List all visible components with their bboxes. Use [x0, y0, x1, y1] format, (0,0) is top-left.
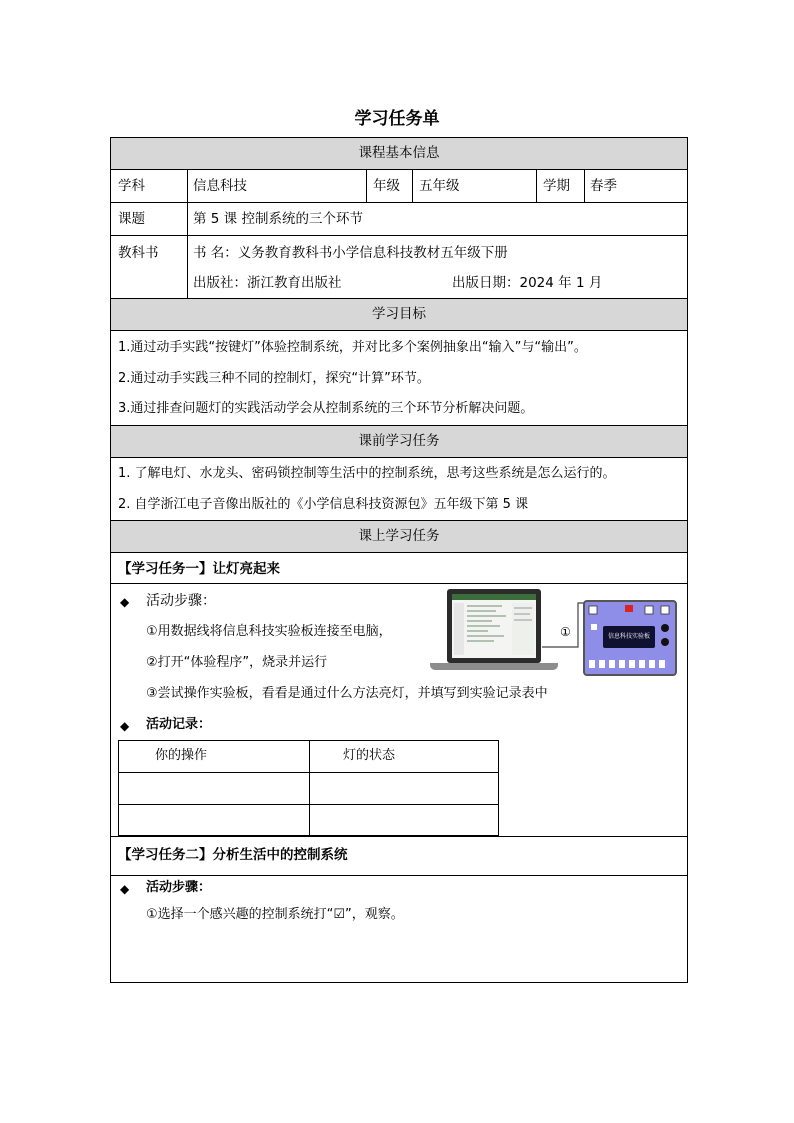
- bullet-icon: ◆: [120, 882, 130, 896]
- divider: [110, 457, 688, 458]
- record-header-operation: 你的操作: [155, 748, 208, 763]
- divider: [110, 875, 688, 876]
- board-label: 信息科技实验板: [607, 633, 650, 640]
- document-title: 学习任务单: [354, 109, 440, 129]
- divider: [110, 330, 688, 331]
- task1-step: ③尝试操作实验板，看看是通过什么方法亮灯，并填写到实验记录表中: [146, 686, 548, 701]
- divider: [584, 169, 585, 202]
- grade-value: 五年级: [419, 178, 460, 194]
- subject-value: 信息科技: [193, 178, 247, 194]
- section-goals: 学习目标: [111, 299, 687, 330]
- section-pre-class: 课前学习任务: [111, 426, 687, 457]
- record-cell-operation-1[interactable]: [119, 773, 308, 803]
- publish-date: 出版日期：2024 年 1 月: [452, 275, 603, 291]
- record-cell-light-state-2[interactable]: [310, 805, 498, 835]
- record-header-light-state: 灯的状态: [343, 748, 396, 763]
- task2-steps-heading: 活动步骤：: [146, 880, 212, 895]
- term-label: 学期: [543, 178, 570, 194]
- laptop-base: [430, 663, 558, 670]
- lesson-value: 第 5 课 控制系统的三个环节: [193, 211, 363, 227]
- divider: [187, 169, 188, 298]
- publisher: 出版社：浙江教育出版社: [193, 275, 342, 291]
- task2-step: ①选择一个感兴趣的控制系统打“☑”，观察。: [146, 907, 404, 922]
- divider: [110, 583, 688, 584]
- section-in-class: 课上学习任务: [111, 521, 687, 552]
- divider: [412, 169, 413, 202]
- lesson-label: 课题: [118, 211, 145, 227]
- goal-item: 2.通过动手实践三种不同的控制灯，探究“计算”环节。: [118, 371, 430, 386]
- record-cell-operation-2[interactable]: [119, 805, 308, 835]
- grade-label: 年级: [373, 178, 400, 194]
- task1-title: 【学习任务一】让灯亮起来: [118, 561, 280, 577]
- bullet-icon: ◆: [120, 719, 130, 733]
- divider: [366, 169, 367, 202]
- divider: [110, 169, 688, 170]
- section-basic-info: 课程基本信息: [111, 138, 687, 169]
- textbook-label: 教科书: [118, 245, 159, 261]
- divider: [110, 552, 688, 553]
- goal-item: 1.通过动手实践“按键灯”体验控制系统，并对比多个案例抽象出“输入”与“输出”。: [118, 340, 587, 355]
- task1-step: ①用数据线将信息科技实验板连接至电脑，: [146, 624, 392, 639]
- divider: [110, 235, 688, 236]
- term-value: 春季: [590, 178, 617, 194]
- divider: [110, 202, 688, 203]
- subject-label: 学科: [118, 178, 145, 194]
- task1-step: ②打开“体验程序”，烧录并运行: [146, 655, 328, 670]
- task1-record-heading: 活动记录：: [146, 717, 212, 732]
- pre-task-item: 1. 了解电灯、水龙头、密码锁控制等生活中的控制系统，思考这些系统是怎么运行的。: [118, 466, 616, 481]
- bullet-icon: ◆: [120, 595, 130, 609]
- laptop-screen: [452, 594, 536, 658]
- goal-item: 3.通过排查问题灯的实践活动学会从控制系统的三个环节分析解决问题。: [118, 401, 534, 416]
- book-name: 书 名：义务教育教科书小学信息科技教材五年级下册: [193, 245, 508, 261]
- figure-marker: ①: [560, 625, 571, 639]
- task2-title: 【学习任务二】分析生活中的控制系统: [118, 847, 348, 863]
- task1-steps-heading: 活动步骤：: [146, 593, 216, 609]
- divider: [536, 169, 537, 202]
- pre-task-item: 2. 自学浙江电子音像出版社的《小学信息科技资源包》五年级下第 5 课: [118, 497, 529, 512]
- divider: [110, 836, 688, 837]
- record-cell-light-state-1[interactable]: [310, 773, 498, 803]
